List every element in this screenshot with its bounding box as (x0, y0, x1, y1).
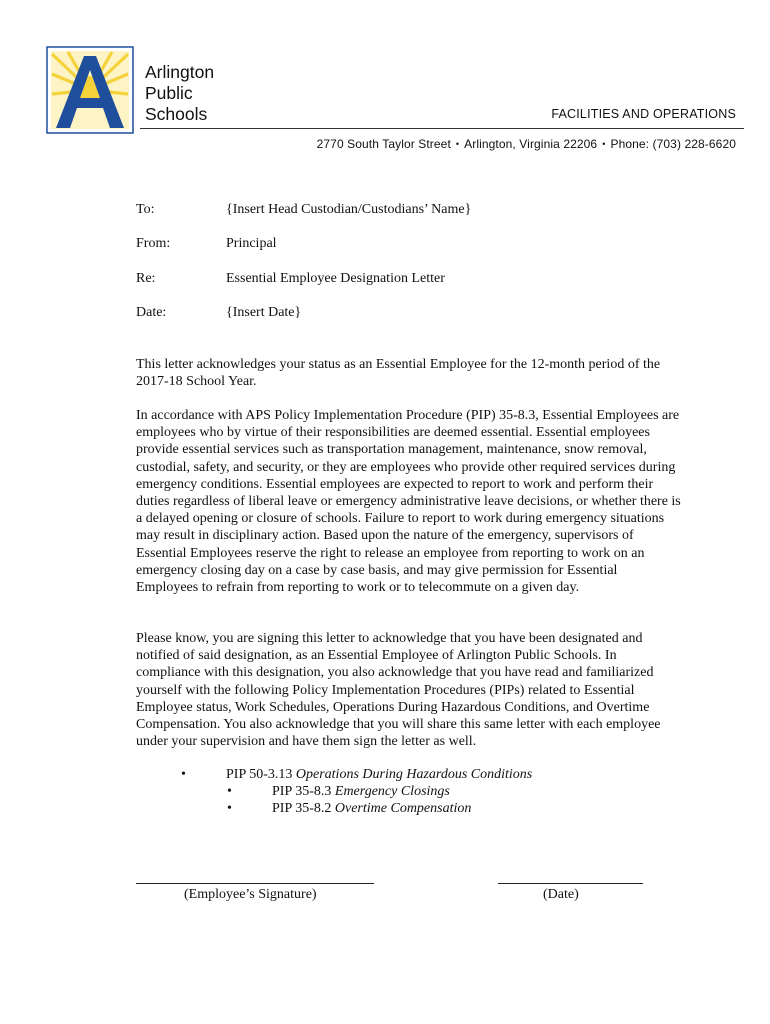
address-phone: Phone: (703) 228-6620 (610, 137, 736, 151)
bullet-icon: • (227, 784, 232, 799)
address-line (317, 137, 736, 151)
org-name-line-3: Schools (145, 104, 208, 124)
org-name-line-1: Arlington (145, 62, 215, 82)
department-name: FACILITIES AND OPERATIONS (551, 107, 736, 121)
body-paragraph-1: This letter acknowledges your status as an Essential Employee for the 12-month period of the 2017-18 School Year. (136, 357, 661, 390)
pip-item-2 (272, 784, 450, 800)
org-name (145, 62, 214, 125)
bullet-icon: • (181, 767, 186, 782)
pip-title: Emergency Closings (334, 784, 450, 799)
pip-code: PIP 35-8.3 (272, 784, 332, 799)
header-divider (140, 128, 744, 129)
org-name-line-2: Public (145, 83, 193, 103)
address-street: 2770 South Taylor Street (316, 137, 451, 151)
body-paragraph-2: In accordance with APS Policy Implementation Procedure (PIP) 35-8.3, Essential Employees are employees who by virtue of their responsibilities are deemed essential. Essential employees provide essential services such as transportation management, maintenance, snow removal, custodial, safety, and security, or they are employees who provide other required services during emergency conditions. Essential employees are expected to report to work and perform their duties regardless of liberal leave or emergency administrative leave decisions, or whether there is a delayed opening or closure of schools. Failure to report to work during emergency situations may result in disciplinary action. Based upon the nature of the emergency, supervisors of Essential Employees reserve the right to release an employee from reporting to work on an emergency closing day on a case by case basis, and may give permission for Essential Employees to refrain from reporting to work or to telecommute on a given day. (136, 408, 681, 596)
pip-title: Operations During Hazardous Conditions (295, 767, 533, 782)
aps-logo (46, 46, 134, 134)
body-paragraph-3: Please know, you are signing this letter to acknowledge that you have been designated and notified of said designation, as an Essential Employee of Arlington Public Schools. In compliance with this designation, you also acknowledge that you have read and familiarized yourself with the following Policy Implementation Procedures (PIPs) related to Essential Employee status, Work Schedules, Operations During Hazardous Conditions, and Overtime Compensation. You also acknowledge that you will share this same letter with each employee under your supervision and have them sign the letter as well. (136, 631, 661, 750)
pip-title: Overtime Compensation (334, 801, 472, 816)
employee-signature-caption: (Employee’s Signature) (184, 887, 317, 902)
memo-from-value: Principal (226, 236, 277, 251)
employee-signature-line (136, 883, 374, 884)
address-city: Arlington, Virginia 22206 (464, 137, 598, 151)
pip-item-3 (272, 801, 471, 817)
memo-to-label: To: (136, 202, 155, 217)
pip-item-1 (226, 767, 532, 783)
date-signature-line (498, 883, 643, 884)
bullet-separator: • (455, 139, 460, 149)
memo-date-value: {Insert Date} (226, 305, 302, 320)
date-signature-caption: (Date) (543, 887, 579, 902)
memo-re-value: Essential Employee Designation Letter (226, 271, 445, 286)
bullet-separator: • (602, 139, 606, 149)
pip-code: PIP 35-8.2 (272, 801, 332, 816)
pip-code: PIP 50-3.13 (226, 767, 293, 782)
memo-from-label: From: (136, 236, 171, 251)
bullet-icon: • (227, 801, 232, 816)
memo-date-label: Date: (136, 305, 167, 320)
memo-re-label: Re: (136, 271, 156, 286)
memo-to-value: {Insert Head Custodian/Custodians’ Name} (226, 202, 472, 217)
